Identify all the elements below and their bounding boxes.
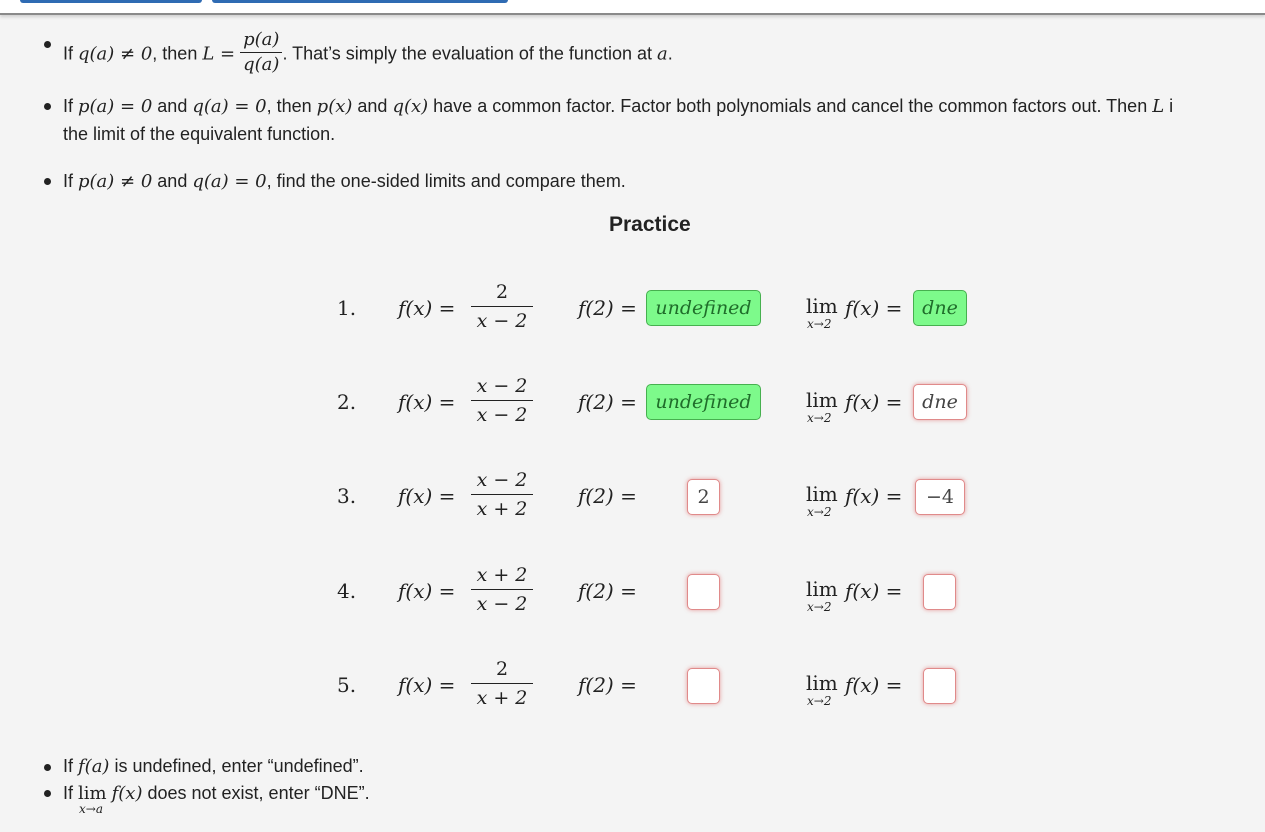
lim-answer-input[interactable]: dne <box>913 384 967 420</box>
bullet-dot <box>44 790 51 797</box>
lim-fx-label: f(x) = <box>845 673 903 697</box>
fx-label: f(x) = <box>398 390 456 414</box>
rule-1-text: , then <box>152 43 203 64</box>
bullet-dot <box>44 41 51 48</box>
f2-label: f(2) = <box>578 673 637 697</box>
fx-label: f(x) = <box>398 673 456 697</box>
lim-fx-label: f(x) = <box>845 484 903 508</box>
rule-2-cond-2: q(a) = 0 <box>192 96 267 117</box>
rule-2-L: L <box>1152 96 1165 117</box>
rule-2 <box>63 92 1173 121</box>
rule-3-rest: , find the one-sided limits and compare them. <box>266 171 626 191</box>
f2-answer-input[interactable] <box>687 668 720 704</box>
lim-word: lim <box>806 294 838 318</box>
fx-fraction <box>471 279 533 334</box>
fx-fraction <box>471 467 533 522</box>
rule-1-condition: q(a) ≠ 0 <box>78 43 153 65</box>
fx-label: f(x) = <box>398 579 456 603</box>
rule-1-numerator: p(a) <box>240 28 282 53</box>
rule-2-and: and <box>152 96 193 116</box>
note-2-lim: lim <box>78 783 107 804</box>
note-1 <box>63 752 364 781</box>
lim-answer-input[interactable] <box>923 668 956 704</box>
f2-label: f(2) = <box>578 390 637 414</box>
lim-word: lim <box>806 671 838 695</box>
bullet-dot <box>44 178 51 185</box>
fx-denominator: x + 2 <box>476 498 528 520</box>
f2-answer-input[interactable]: undefined <box>646 384 761 420</box>
row-number: 5. <box>337 673 357 697</box>
rule-2-px: p(x) <box>316 96 353 117</box>
top-toolbar <box>0 0 1265 15</box>
rule-2-and2: and <box>352 96 393 116</box>
rule-1-lhs: L = <box>202 43 236 65</box>
rule-2-line-2: the limit of the equivalent function. <box>63 124 336 144</box>
lim-word: lim <box>806 388 838 412</box>
fx-numerator: x − 2 <box>471 467 533 495</box>
practice-row <box>0 373 1265 433</box>
toolbar-tab-3[interactable] <box>346 0 508 3</box>
note-1-prefix: If <box>63 756 79 776</box>
rule-3 <box>63 167 626 196</box>
fx-label: f(x) = <box>398 484 456 508</box>
note-2 <box>63 779 370 808</box>
row-number: 3. <box>337 484 357 508</box>
lim-word: lim <box>806 577 838 601</box>
rule-2-rest: have a common factor. Factor both polynomials and cancel the common factors out. Then <box>428 96 1153 116</box>
lim-subscript: x→2 <box>807 505 832 519</box>
lim-subscript: x→2 <box>807 411 832 425</box>
row-number: 1. <box>337 296 357 320</box>
lim-subscript: x→2 <box>807 317 832 331</box>
rule-3-cond-1: p(a) ≠ 0 <box>78 171 153 192</box>
rule-1-suffix: . That’s simply the evaluation of the function at <box>282 43 657 64</box>
lim-fx-label: f(x) = <box>845 579 903 603</box>
lim-fx-label: f(x) = <box>845 296 903 320</box>
f2-answer-input[interactable]: 2 <box>687 479 720 515</box>
rule-1-end: . <box>667 43 673 64</box>
note-2-lim-subscript: x→a <box>79 802 103 816</box>
note-1-fa: f(a) <box>78 756 110 777</box>
rule-2-cut: i <box>1164 96 1174 116</box>
row-number: 2. <box>337 390 357 414</box>
fx-denominator: x − 2 <box>476 593 528 615</box>
lim-word: lim <box>806 482 838 506</box>
bullet-dot <box>44 764 51 771</box>
fx-label: f(x) = <box>398 296 456 320</box>
fx-denominator: x − 2 <box>476 310 528 332</box>
rule-1-prefix: If <box>63 43 79 64</box>
fx-numerator: x − 2 <box>471 373 533 401</box>
rule-3-prefix: If <box>63 171 79 191</box>
lim-subscript: x→2 <box>807 600 832 614</box>
f2-label: f(2) = <box>578 579 637 603</box>
lim-answer-input[interactable] <box>923 574 956 610</box>
practice-row <box>0 467 1265 527</box>
rule-3-and: and <box>152 171 193 191</box>
fx-denominator: x − 2 <box>476 404 528 426</box>
lim-answer-input[interactable]: −4 <box>915 479 965 515</box>
practice-heading: Practice <box>609 213 691 236</box>
practice-row <box>0 279 1265 339</box>
fx-fraction <box>471 656 533 711</box>
toolbar-tab-1[interactable] <box>20 0 202 3</box>
lim-fx-label: f(x) = <box>845 390 903 414</box>
f2-label: f(2) = <box>578 296 637 320</box>
f2-answer-input[interactable]: undefined <box>646 290 761 326</box>
practice-row <box>0 562 1265 622</box>
note-1-rest: is undefined, enter “undefined”. <box>109 756 364 776</box>
lim-answer-input[interactable]: dne <box>913 290 967 326</box>
note-2-rest: does not exist, enter “DNE”. <box>142 783 370 803</box>
fx-denominator: x + 2 <box>476 687 528 709</box>
fx-numerator: 2 <box>471 279 533 307</box>
rule-2-qx: q(x) <box>392 96 429 117</box>
note-2-prefix: If <box>63 783 79 803</box>
rule-2-prefix: If <box>63 96 79 116</box>
rule-1 <box>63 30 673 79</box>
fx-numerator: x + 2 <box>471 562 533 590</box>
bullet-dot <box>44 103 51 110</box>
f2-answer-input[interactable] <box>687 574 720 610</box>
rule-3-cond-2: q(a) = 0 <box>192 171 267 192</box>
rule-1-var: a <box>657 43 668 65</box>
lim-subscript: x→2 <box>807 694 832 708</box>
fx-fraction <box>471 562 533 617</box>
note-2-fx: f(x) <box>111 783 143 804</box>
f2-label: f(2) = <box>578 484 637 508</box>
fx-numerator: 2 <box>471 656 533 684</box>
rule-1-denominator: q(a) <box>243 54 280 75</box>
rule-2-then: , then <box>266 96 317 116</box>
rule-2-cond-1: p(a) = 0 <box>78 96 153 117</box>
row-number: 4. <box>337 579 357 603</box>
rule-1-fraction <box>240 28 282 77</box>
fx-fraction <box>471 373 533 428</box>
toolbar-tab-2[interactable] <box>212 0 352 3</box>
practice-row <box>0 656 1265 716</box>
